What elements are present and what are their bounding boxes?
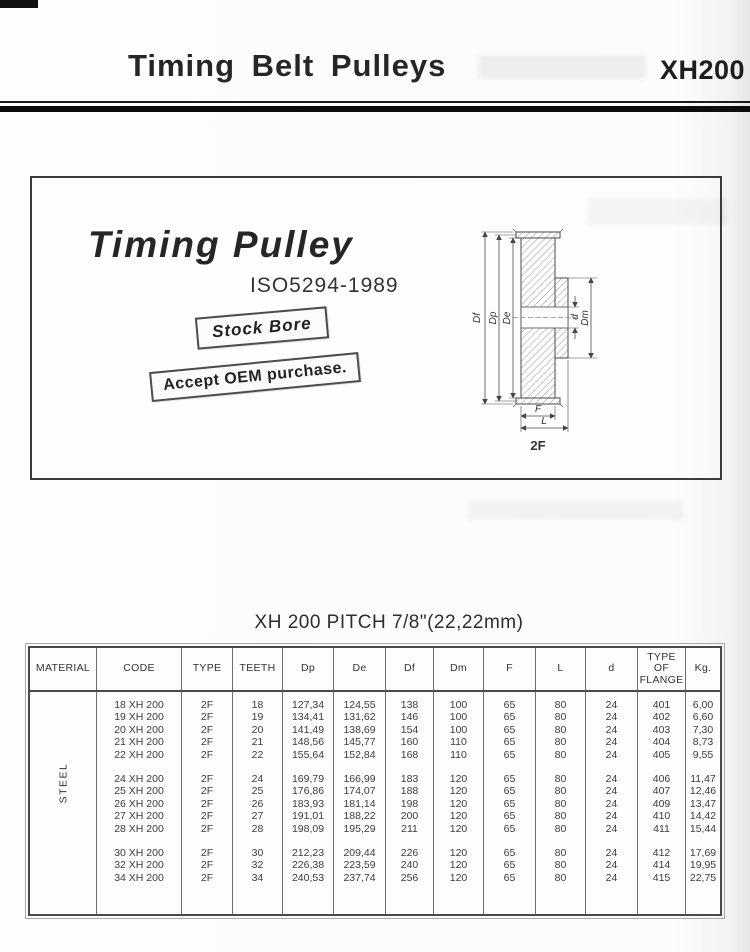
table-cell: 2F xyxy=(200,810,214,823)
dm-label: Dm xyxy=(580,310,591,326)
table-cell: 401 xyxy=(652,699,671,711)
table-cell: 211 xyxy=(401,822,418,835)
column-header-dp: Dp xyxy=(283,648,334,690)
header-rule-thick-line xyxy=(0,106,750,112)
table-cell: 25 XH 200 xyxy=(114,785,164,798)
table-cell: 120 xyxy=(449,871,468,884)
table-cell: 414 xyxy=(652,859,671,872)
cell-group xyxy=(182,847,232,884)
table-cell: 26 XH 200 xyxy=(114,797,164,810)
material-column xyxy=(30,692,97,914)
table-cell: 152,84 xyxy=(343,748,376,761)
table-column-d xyxy=(586,692,638,914)
scan-artifact xyxy=(0,0,38,8)
stock-bore-badge: Stock Bore xyxy=(195,306,329,349)
table-cell: 80 xyxy=(554,797,567,810)
table-cell: 27 XH 200 xyxy=(114,810,164,823)
table-cell: 154 xyxy=(400,723,419,736)
table-cell: 240 xyxy=(400,859,419,872)
table-cell: 120 xyxy=(449,822,468,835)
column-header-material: MATERIAL xyxy=(30,648,97,690)
table-cell: 120 xyxy=(449,859,468,872)
table-cell: 404 xyxy=(652,736,671,749)
cell-group xyxy=(233,699,282,761)
table-cell: 2F xyxy=(200,859,214,872)
column-header-dm: Dm xyxy=(434,648,484,690)
table-cell: 18 XH 200 xyxy=(114,699,164,711)
table-cell: 14,42 xyxy=(689,810,717,823)
column-header-df: Df xyxy=(386,648,434,690)
table-cell: 191,01 xyxy=(291,810,325,823)
table-cell: 80 xyxy=(554,846,567,859)
table-cell: 148,56 xyxy=(291,736,325,749)
pulley-cross-section-diagram xyxy=(457,220,632,460)
table-cell: 7,30 xyxy=(692,723,714,736)
table-cell: 411 xyxy=(653,822,670,835)
column-header-kg: Kg. xyxy=(694,662,712,675)
table-cell: 80 xyxy=(554,772,567,785)
cell-group xyxy=(233,773,282,835)
table-cell: 19 XH 200 xyxy=(114,711,164,724)
table-cell: 28 XH 200 xyxy=(114,822,164,835)
table-cell: 415 xyxy=(652,871,671,884)
table-body xyxy=(30,692,720,914)
cell-group xyxy=(434,847,483,884)
table-cell: 8,73 xyxy=(692,736,714,749)
table-cell: 65 xyxy=(503,699,516,711)
cell-group xyxy=(283,699,333,761)
diagram-caption: 2F xyxy=(530,438,546,453)
table-column-de xyxy=(334,692,386,914)
table-cell: 407 xyxy=(652,785,671,798)
cell-group xyxy=(233,847,282,884)
table-cell: 412 xyxy=(652,846,671,859)
cell-group xyxy=(434,773,483,835)
table-cell: 65 xyxy=(503,748,516,761)
table-column-code xyxy=(97,692,182,914)
table-cell: 6,00 xyxy=(692,699,714,711)
table-cell: 141,49 xyxy=(291,723,325,736)
cell-group xyxy=(182,699,232,761)
table-cell: 160 xyxy=(400,736,419,749)
table-cell: 198,09 xyxy=(291,822,325,835)
table-cell: 11,47 xyxy=(690,772,716,785)
table-column-f xyxy=(484,692,536,914)
column-header-type: TYPE xyxy=(182,648,233,690)
table-cell: 176,86 xyxy=(291,785,325,798)
table-cell: 80 xyxy=(554,748,567,761)
table-cell: 226 xyxy=(400,846,419,859)
table-cell: 124,55 xyxy=(343,699,376,711)
table-cell: 183 xyxy=(400,772,419,785)
table-cell: 80 xyxy=(554,810,567,823)
table-cell: 22 xyxy=(251,748,264,761)
table-cell: 19,95 xyxy=(689,859,717,872)
cell-group xyxy=(586,773,637,835)
table-cell: 65 xyxy=(503,785,516,798)
table-cell: 120 xyxy=(449,846,468,859)
cell-group xyxy=(686,847,720,884)
table-cell: 18 xyxy=(251,699,264,711)
table-cell: 80 xyxy=(554,871,567,884)
header-rule-thin-line xyxy=(0,101,750,103)
table-cell: 405 xyxy=(652,748,671,761)
cell-group xyxy=(434,699,483,761)
table-cell: 65 xyxy=(503,797,516,810)
table-cell: 138,69 xyxy=(343,723,376,736)
cell-group xyxy=(182,773,232,835)
table-cell: 240,53 xyxy=(291,871,325,884)
cell-group xyxy=(484,847,535,884)
table-column-l xyxy=(536,692,586,914)
table-cell: 120 xyxy=(449,810,468,823)
table-cell: 24 xyxy=(605,822,618,835)
df-label: Df xyxy=(472,313,483,323)
table-cell: 100 xyxy=(449,711,468,724)
table-cell: 138 xyxy=(400,699,419,711)
table-cell: 2F xyxy=(200,822,214,835)
table-cell: 65 xyxy=(503,871,516,884)
table-cell: 410 xyxy=(652,810,671,823)
table-cell: 24 xyxy=(605,871,618,884)
table-cell: 24 xyxy=(605,723,618,736)
table-cell: 110 xyxy=(450,748,467,761)
table-cell: 30 XH 200 xyxy=(114,846,164,859)
table-cell: 100 xyxy=(449,699,468,711)
table-cell: 24 xyxy=(605,748,618,761)
standard-number: ISO5294-1989 xyxy=(250,274,399,297)
cell-group xyxy=(638,699,685,761)
cell-group xyxy=(334,847,385,884)
table-cell: 209,44 xyxy=(343,846,376,859)
cell-group xyxy=(386,699,433,761)
table-cell: 181,14 xyxy=(343,797,376,810)
table-cell: 28 xyxy=(251,822,264,835)
cell-group xyxy=(283,773,333,835)
cell-group xyxy=(484,699,535,761)
table-cell: 237,74 xyxy=(343,871,376,884)
cell-group xyxy=(686,699,720,761)
oem-purchase-badge: Accept OEM purchase. xyxy=(149,352,361,402)
cell-group xyxy=(97,773,181,835)
table-cell: 25 xyxy=(251,785,264,798)
cell-group xyxy=(536,847,585,884)
table-column-dm xyxy=(434,692,484,914)
table-cell: 24 xyxy=(605,785,618,798)
table-cell: 22 XH 200 xyxy=(114,748,164,761)
table-cell: 100 xyxy=(449,723,468,736)
dp-label: Dp xyxy=(488,311,499,325)
table-cell: 80 xyxy=(554,699,567,711)
table-cell: 188 xyxy=(400,785,419,798)
table-cell: 80 xyxy=(554,736,567,749)
table-cell: 406 xyxy=(652,772,671,785)
left-extension-lines xyxy=(481,232,521,404)
table-cell: 110 xyxy=(450,736,467,749)
table-cell: 2F xyxy=(200,748,214,761)
column-header-de: De xyxy=(334,648,386,690)
cell-group xyxy=(283,847,333,884)
table-cell: 65 xyxy=(503,736,516,749)
table-cell: 80 xyxy=(554,859,567,872)
table-cell: 24 xyxy=(605,846,618,859)
table-cell: 24 xyxy=(605,859,618,872)
table-cell: 120 xyxy=(449,785,468,798)
column-header-d: d xyxy=(586,648,638,690)
model-code: XH200 xyxy=(660,55,746,85)
table-cell: 2F xyxy=(200,785,214,798)
table-cell: 145,77 xyxy=(343,736,376,749)
table-cell: 2F xyxy=(200,797,214,810)
bleed-through-artifact xyxy=(468,500,683,520)
table-cell: 65 xyxy=(503,822,516,835)
table-cell: 34 xyxy=(251,871,264,884)
table-cell: 120 xyxy=(449,797,468,810)
table-cell: 12,46 xyxy=(689,785,717,798)
cell-group xyxy=(586,847,637,884)
table-cell: 80 xyxy=(554,723,567,736)
table-cell: 256 xyxy=(400,871,419,884)
header-rule xyxy=(0,101,750,112)
table-cell: 24 xyxy=(605,736,618,749)
table-cell: 2F xyxy=(200,846,214,859)
cell-group xyxy=(97,699,181,761)
table-cell: 200 xyxy=(400,810,419,823)
table-cell: 195,29 xyxy=(343,822,376,835)
cell-group xyxy=(638,773,685,835)
table-cell: 2F xyxy=(200,723,214,736)
cell-group xyxy=(686,773,720,835)
table-cell: 127,34 xyxy=(291,699,325,711)
table-cell: 15,44 xyxy=(689,822,717,835)
cell-group xyxy=(97,847,181,884)
table-cell: 169,79 xyxy=(291,772,325,785)
table-cell: 80 xyxy=(554,822,567,835)
column-header-f: F xyxy=(484,648,536,690)
cell-group xyxy=(638,847,685,884)
table-cell: 188,22 xyxy=(343,810,376,823)
table-cell: 131,62 xyxy=(343,711,376,724)
table-cell: 223,59 xyxy=(343,859,376,872)
product-heading: Timing Pulley xyxy=(88,224,354,265)
cell-group xyxy=(586,699,637,761)
table-cell: 80 xyxy=(554,785,567,798)
table-cell: 32 xyxy=(251,859,264,872)
table-cell: 2F xyxy=(200,711,214,724)
table-cell: 146 xyxy=(400,711,419,724)
table-cell: 198 xyxy=(400,797,419,810)
table-cell: 9,55 xyxy=(692,748,714,761)
table-cell: 24 xyxy=(251,772,264,785)
table-cell: 174,07 xyxy=(343,785,376,798)
table-cell: 65 xyxy=(503,723,516,736)
table-cell: 26 xyxy=(251,797,264,810)
d-label: d xyxy=(570,314,581,320)
table-cell: 24 xyxy=(605,810,618,823)
table-cell: 17,69 xyxy=(689,846,717,859)
material-label: STEEL xyxy=(56,762,69,804)
table-cell: 65 xyxy=(503,846,516,859)
table-cell: 27 xyxy=(251,810,264,823)
table-cell: 22,75 xyxy=(689,871,717,884)
table-cell: 24 xyxy=(605,711,618,724)
f-label: F xyxy=(534,404,542,415)
cell-group xyxy=(484,773,535,835)
table-cell: 212,23 xyxy=(291,846,325,859)
table-cell: 2F xyxy=(200,699,214,711)
table-cell: 65 xyxy=(503,772,516,785)
table-cell: 226,38 xyxy=(291,859,325,872)
table-column-dp xyxy=(283,692,334,914)
cell-group xyxy=(536,773,585,835)
top-flange-shape xyxy=(516,232,560,238)
table-column-type xyxy=(182,692,233,914)
table-cell: 21 XH 200 xyxy=(114,736,164,749)
bleed-through-artifact xyxy=(478,55,646,79)
cell-group xyxy=(334,773,385,835)
table-cell: 120 xyxy=(449,772,468,785)
table-column-teeth xyxy=(233,692,283,914)
spec-table xyxy=(28,646,722,916)
table-column-df xyxy=(386,692,434,914)
table-column-kg xyxy=(686,692,720,914)
table-cell: 65 xyxy=(503,810,516,823)
table-cell: 2F xyxy=(200,736,214,749)
table-cell: 155,64 xyxy=(291,748,325,761)
cell-group xyxy=(386,847,433,884)
table-cell: 65 xyxy=(503,711,516,724)
table-cell: 32 XH 200 xyxy=(114,859,164,872)
column-header-type-of-flange: TYPE OF FLANGE xyxy=(638,648,686,690)
table-cell: 402 xyxy=(652,711,671,724)
cell-group xyxy=(334,699,385,761)
de-label: De xyxy=(502,311,513,325)
table-cell: 409 xyxy=(652,797,671,810)
table-cell: 80 xyxy=(554,711,567,724)
cell-group xyxy=(386,773,433,835)
page-title: Timing Belt Pulleys xyxy=(128,48,447,83)
table-cell: 30 xyxy=(251,846,264,859)
product-panel xyxy=(30,176,722,480)
table-cell: 168 xyxy=(400,748,419,761)
table-cell: 2F xyxy=(200,871,214,884)
table-cell: 20 XH 200 xyxy=(114,723,164,736)
table-cell: 21 xyxy=(251,736,264,749)
column-header-code: CODE xyxy=(97,648,182,690)
table-cell: 403 xyxy=(652,723,671,736)
table-cell: 13,47 xyxy=(689,797,717,810)
table-cell: 20 xyxy=(251,723,264,736)
table-cell: 2F xyxy=(200,772,214,785)
table-cell: 6,60 xyxy=(692,711,714,724)
table-cell: 166,99 xyxy=(343,772,376,785)
table-cell: 24 xyxy=(605,772,618,785)
column-header-l: L xyxy=(536,648,586,690)
table-cell: 19 xyxy=(251,711,264,724)
cell-group xyxy=(536,699,585,761)
table-cell: 24 xyxy=(605,699,618,711)
table-cell: 24 xyxy=(605,797,618,810)
table-cell: 65 xyxy=(503,859,516,872)
table-header-row xyxy=(30,648,720,692)
table-cell: 24 XH 200 xyxy=(114,772,164,785)
table-column-type-of-flange xyxy=(638,692,686,914)
l-label: L xyxy=(541,416,547,427)
table-cell: 134,41 xyxy=(291,711,325,724)
table-title: XH 200 PITCH 7/8"(22,22mm) xyxy=(254,612,524,633)
column-header-teeth: TEETH xyxy=(233,648,283,690)
table-cell: 183,93 xyxy=(291,797,325,810)
table-cell: 34 XH 200 xyxy=(114,871,164,884)
